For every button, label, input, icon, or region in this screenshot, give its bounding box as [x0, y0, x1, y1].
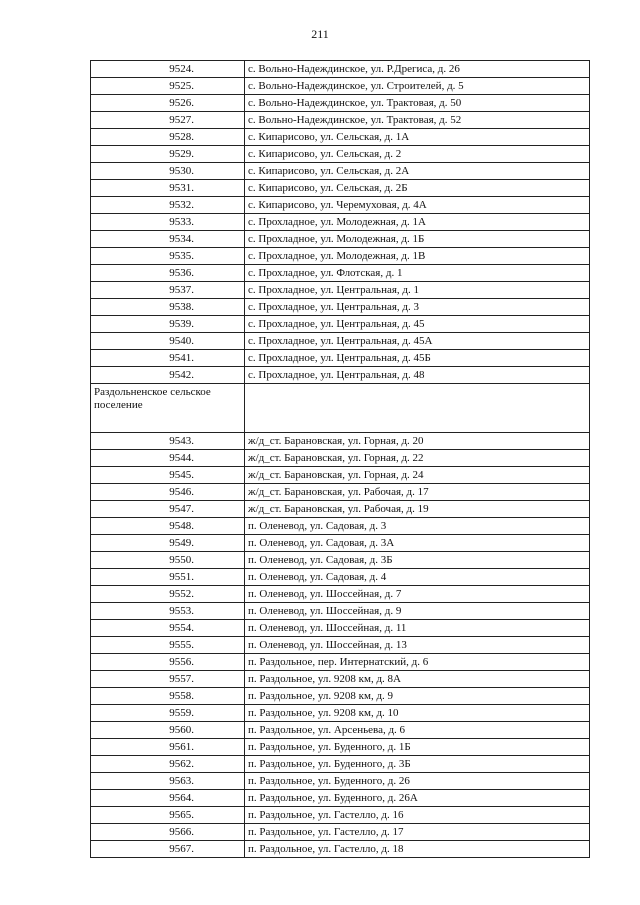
- table-row: [91, 61, 590, 78]
- row-number: 9539.: [91, 316, 245, 333]
- row-address: с. Прохладное, ул. Молодежная, д. 1Б: [245, 231, 590, 248]
- table-row: [91, 603, 590, 620]
- row-number: 9529.: [91, 146, 245, 163]
- row-number: 9528.: [91, 129, 245, 146]
- table-section: [91, 384, 590, 433]
- table-row: [91, 146, 590, 163]
- row-number: 9524.: [91, 61, 245, 78]
- row-number: 9533.: [91, 214, 245, 231]
- row-number: 9562.: [91, 756, 245, 773]
- table-row: [91, 265, 590, 282]
- table-row: [91, 333, 590, 350]
- section-label: Раздольненское сельское поселение: [91, 384, 245, 433]
- table-row: [91, 654, 590, 671]
- row-number: 9563.: [91, 773, 245, 790]
- page-number: 211: [311, 27, 329, 41]
- row-number: 9526.: [91, 95, 245, 112]
- table-row: [91, 129, 590, 146]
- row-number: 9558.: [91, 688, 245, 705]
- row-address: п. Оленевод, ул. Шоссейная, д. 9: [245, 603, 590, 620]
- table-row: [91, 790, 590, 807]
- row-address: с. Прохладное, ул. Центральная, д. 48: [245, 367, 590, 384]
- row-address: п. Раздольное, ул. 9208 км, д. 8А: [245, 671, 590, 688]
- row-address: с. Вольно-Надеждинское, ул. Строителей, д. 5: [245, 78, 590, 95]
- row-number: 9542.: [91, 367, 245, 384]
- row-number: 9531.: [91, 180, 245, 197]
- row-number: 9557.: [91, 671, 245, 688]
- row-address: п. Раздольное, ул. 9208 км, д. 9: [245, 688, 590, 705]
- row-address: с. Кипарисово, ул. Сельская, д. 1А: [245, 129, 590, 146]
- row-address: с. Кипарисово, ул. Черемуховая, д. 4А: [245, 197, 590, 214]
- row-number: 9546.: [91, 484, 245, 501]
- row-address: п. Раздольное, ул. Гастелло, д. 16: [245, 807, 590, 824]
- row-address: п. Оленевод, ул. Садовая, д. 4: [245, 569, 590, 586]
- row-address: с. Прохладное, ул. Флотская, д. 1: [245, 265, 590, 282]
- row-number: 9543.: [91, 433, 245, 450]
- table-row: [91, 95, 590, 112]
- row-address: с. Вольно-Надеждинское, ул. Трактовая, д. 50: [245, 95, 590, 112]
- row-number: 9548.: [91, 518, 245, 535]
- table-row: [91, 518, 590, 535]
- row-address: п. Оленевод, ул. Садовая, д. 3А: [245, 535, 590, 552]
- row-address: ж/д_ст. Барановская, ул. Горная, д. 24: [245, 467, 590, 484]
- row-number: 9552.: [91, 586, 245, 603]
- row-address: п. Раздольное, ул. Арсеньева, д. 6: [245, 722, 590, 739]
- row-number: 9532.: [91, 197, 245, 214]
- row-address: п. Раздольное, пер. Интернатский, д. 6: [245, 654, 590, 671]
- table-row: [91, 773, 590, 790]
- table-row: [91, 688, 590, 705]
- row-number: 9544.: [91, 450, 245, 467]
- row-address: п. Оленевод, ул. Шоссейная, д. 13: [245, 637, 590, 654]
- row-address: с. Вольно-Надеждинское, ул. Р.Дрегиса, д. 26: [245, 61, 590, 78]
- row-address: с. Прохладное, ул. Центральная, д. 1: [245, 282, 590, 299]
- row-address: п. Раздольное, ул. Буденного, д. 1Б: [245, 739, 590, 756]
- row-number: 9551.: [91, 569, 245, 586]
- row-number: 9564.: [91, 790, 245, 807]
- table-row: [91, 433, 590, 450]
- row-address: п. Раздольное, ул. Буденного, д. 26: [245, 773, 590, 790]
- row-number: 9535.: [91, 248, 245, 265]
- row-number: 9547.: [91, 501, 245, 518]
- row-number: 9527.: [91, 112, 245, 129]
- row-number: 9567.: [91, 841, 245, 858]
- row-address: ж/д_ст. Барановская, ул. Рабочая, д. 17: [245, 484, 590, 501]
- row-number: 9555.: [91, 637, 245, 654]
- table-row: [91, 841, 590, 858]
- table-row: [91, 586, 590, 603]
- table-body-before-section: [91, 61, 590, 384]
- section-row: [91, 384, 590, 433]
- table-row: [91, 671, 590, 688]
- table-row: [91, 231, 590, 248]
- table-row: [91, 467, 590, 484]
- row-number: 9556.: [91, 654, 245, 671]
- row-address: п. Раздольное, ул. Гастелло, д. 18: [245, 841, 590, 858]
- table-row: [91, 569, 590, 586]
- row-address: с. Прохладное, ул. Центральная, д. 45Б: [245, 350, 590, 367]
- row-number: 9550.: [91, 552, 245, 569]
- row-address: п. Оленевод, ул. Шоссейная, д. 7: [245, 586, 590, 603]
- table-row: [91, 316, 590, 333]
- row-number: 9540.: [91, 333, 245, 350]
- table-row: [91, 637, 590, 654]
- table-row: [91, 180, 590, 197]
- table-row: [91, 807, 590, 824]
- row-address: с. Вольно-Надеждинское, ул. Трактовая, д. 52: [245, 112, 590, 129]
- row-number: 9554.: [91, 620, 245, 637]
- table-row: [91, 282, 590, 299]
- row-address: с. Кипарисово, ул. Сельская, д. 2Б: [245, 180, 590, 197]
- row-address: с. Прохладное, ул. Центральная, д. 3: [245, 299, 590, 316]
- section-empty-cell: [245, 384, 590, 433]
- row-number: 9541.: [91, 350, 245, 367]
- table-row: [91, 248, 590, 265]
- table-row: [91, 620, 590, 637]
- row-address: ж/д_ст. Барановская, ул. Горная, д. 22: [245, 450, 590, 467]
- row-number: 9553.: [91, 603, 245, 620]
- table-row: [91, 367, 590, 384]
- row-address: с. Прохладное, ул. Молодежная, д. 1А: [245, 214, 590, 231]
- row-number: 9565.: [91, 807, 245, 824]
- row-number: 9549.: [91, 535, 245, 552]
- row-number: 9534.: [91, 231, 245, 248]
- table-row: [91, 535, 590, 552]
- row-address: п. Оленевод, ул. Садовая, д. 3Б: [245, 552, 590, 569]
- table-row: [91, 552, 590, 569]
- table-row: [91, 78, 590, 95]
- table-row: [91, 450, 590, 467]
- table-row: [91, 484, 590, 501]
- row-number: 9566.: [91, 824, 245, 841]
- row-address: п. Оленевод, ул. Шоссейная, д. 11: [245, 620, 590, 637]
- table-row: [91, 501, 590, 518]
- row-address: с. Кипарисово, ул. Сельская, д. 2А: [245, 163, 590, 180]
- table-row: [91, 163, 590, 180]
- row-address: п. Раздольное, ул. 9208 км, д. 10: [245, 705, 590, 722]
- row-number: 9536.: [91, 265, 245, 282]
- table-row: [91, 197, 590, 214]
- table-row: [91, 739, 590, 756]
- table-body-after-section: [91, 433, 590, 858]
- row-address: ж/д_ст. Барановская, ул. Горная, д. 20: [245, 433, 590, 450]
- row-number: 9538.: [91, 299, 245, 316]
- address-table: [90, 60, 590, 858]
- row-address: п. Раздольное, ул. Буденного, д. 3Б: [245, 756, 590, 773]
- row-number: 9560.: [91, 722, 245, 739]
- row-number: 9545.: [91, 467, 245, 484]
- row-address: с. Прохладное, ул. Центральная, д. 45: [245, 316, 590, 333]
- row-address: п. Оленевод, ул. Садовая, д. 3: [245, 518, 590, 535]
- row-address: ж/д_ст. Барановская, ул. Рабочая, д. 19: [245, 501, 590, 518]
- table-row: [91, 824, 590, 841]
- table-row: [91, 756, 590, 773]
- row-number: 9537.: [91, 282, 245, 299]
- table-row: [91, 112, 590, 129]
- row-address: п. Раздольное, ул. Буденного, д. 26А: [245, 790, 590, 807]
- row-address: с. Прохладное, ул. Молодежная, д. 1В: [245, 248, 590, 265]
- table-row: [91, 350, 590, 367]
- row-number: 9530.: [91, 163, 245, 180]
- row-address: п. Раздольное, ул. Гастелло, д. 17: [245, 824, 590, 841]
- table-row: [91, 705, 590, 722]
- row-number: 9561.: [91, 739, 245, 756]
- table-row: [91, 722, 590, 739]
- row-address: с. Кипарисово, ул. Сельская, д. 2: [245, 146, 590, 163]
- table-row: [91, 214, 590, 231]
- row-address: с. Прохладное, ул. Центральная, д. 45А: [245, 333, 590, 350]
- row-number: 9525.: [91, 78, 245, 95]
- table-row: [91, 299, 590, 316]
- row-number: 9559.: [91, 705, 245, 722]
